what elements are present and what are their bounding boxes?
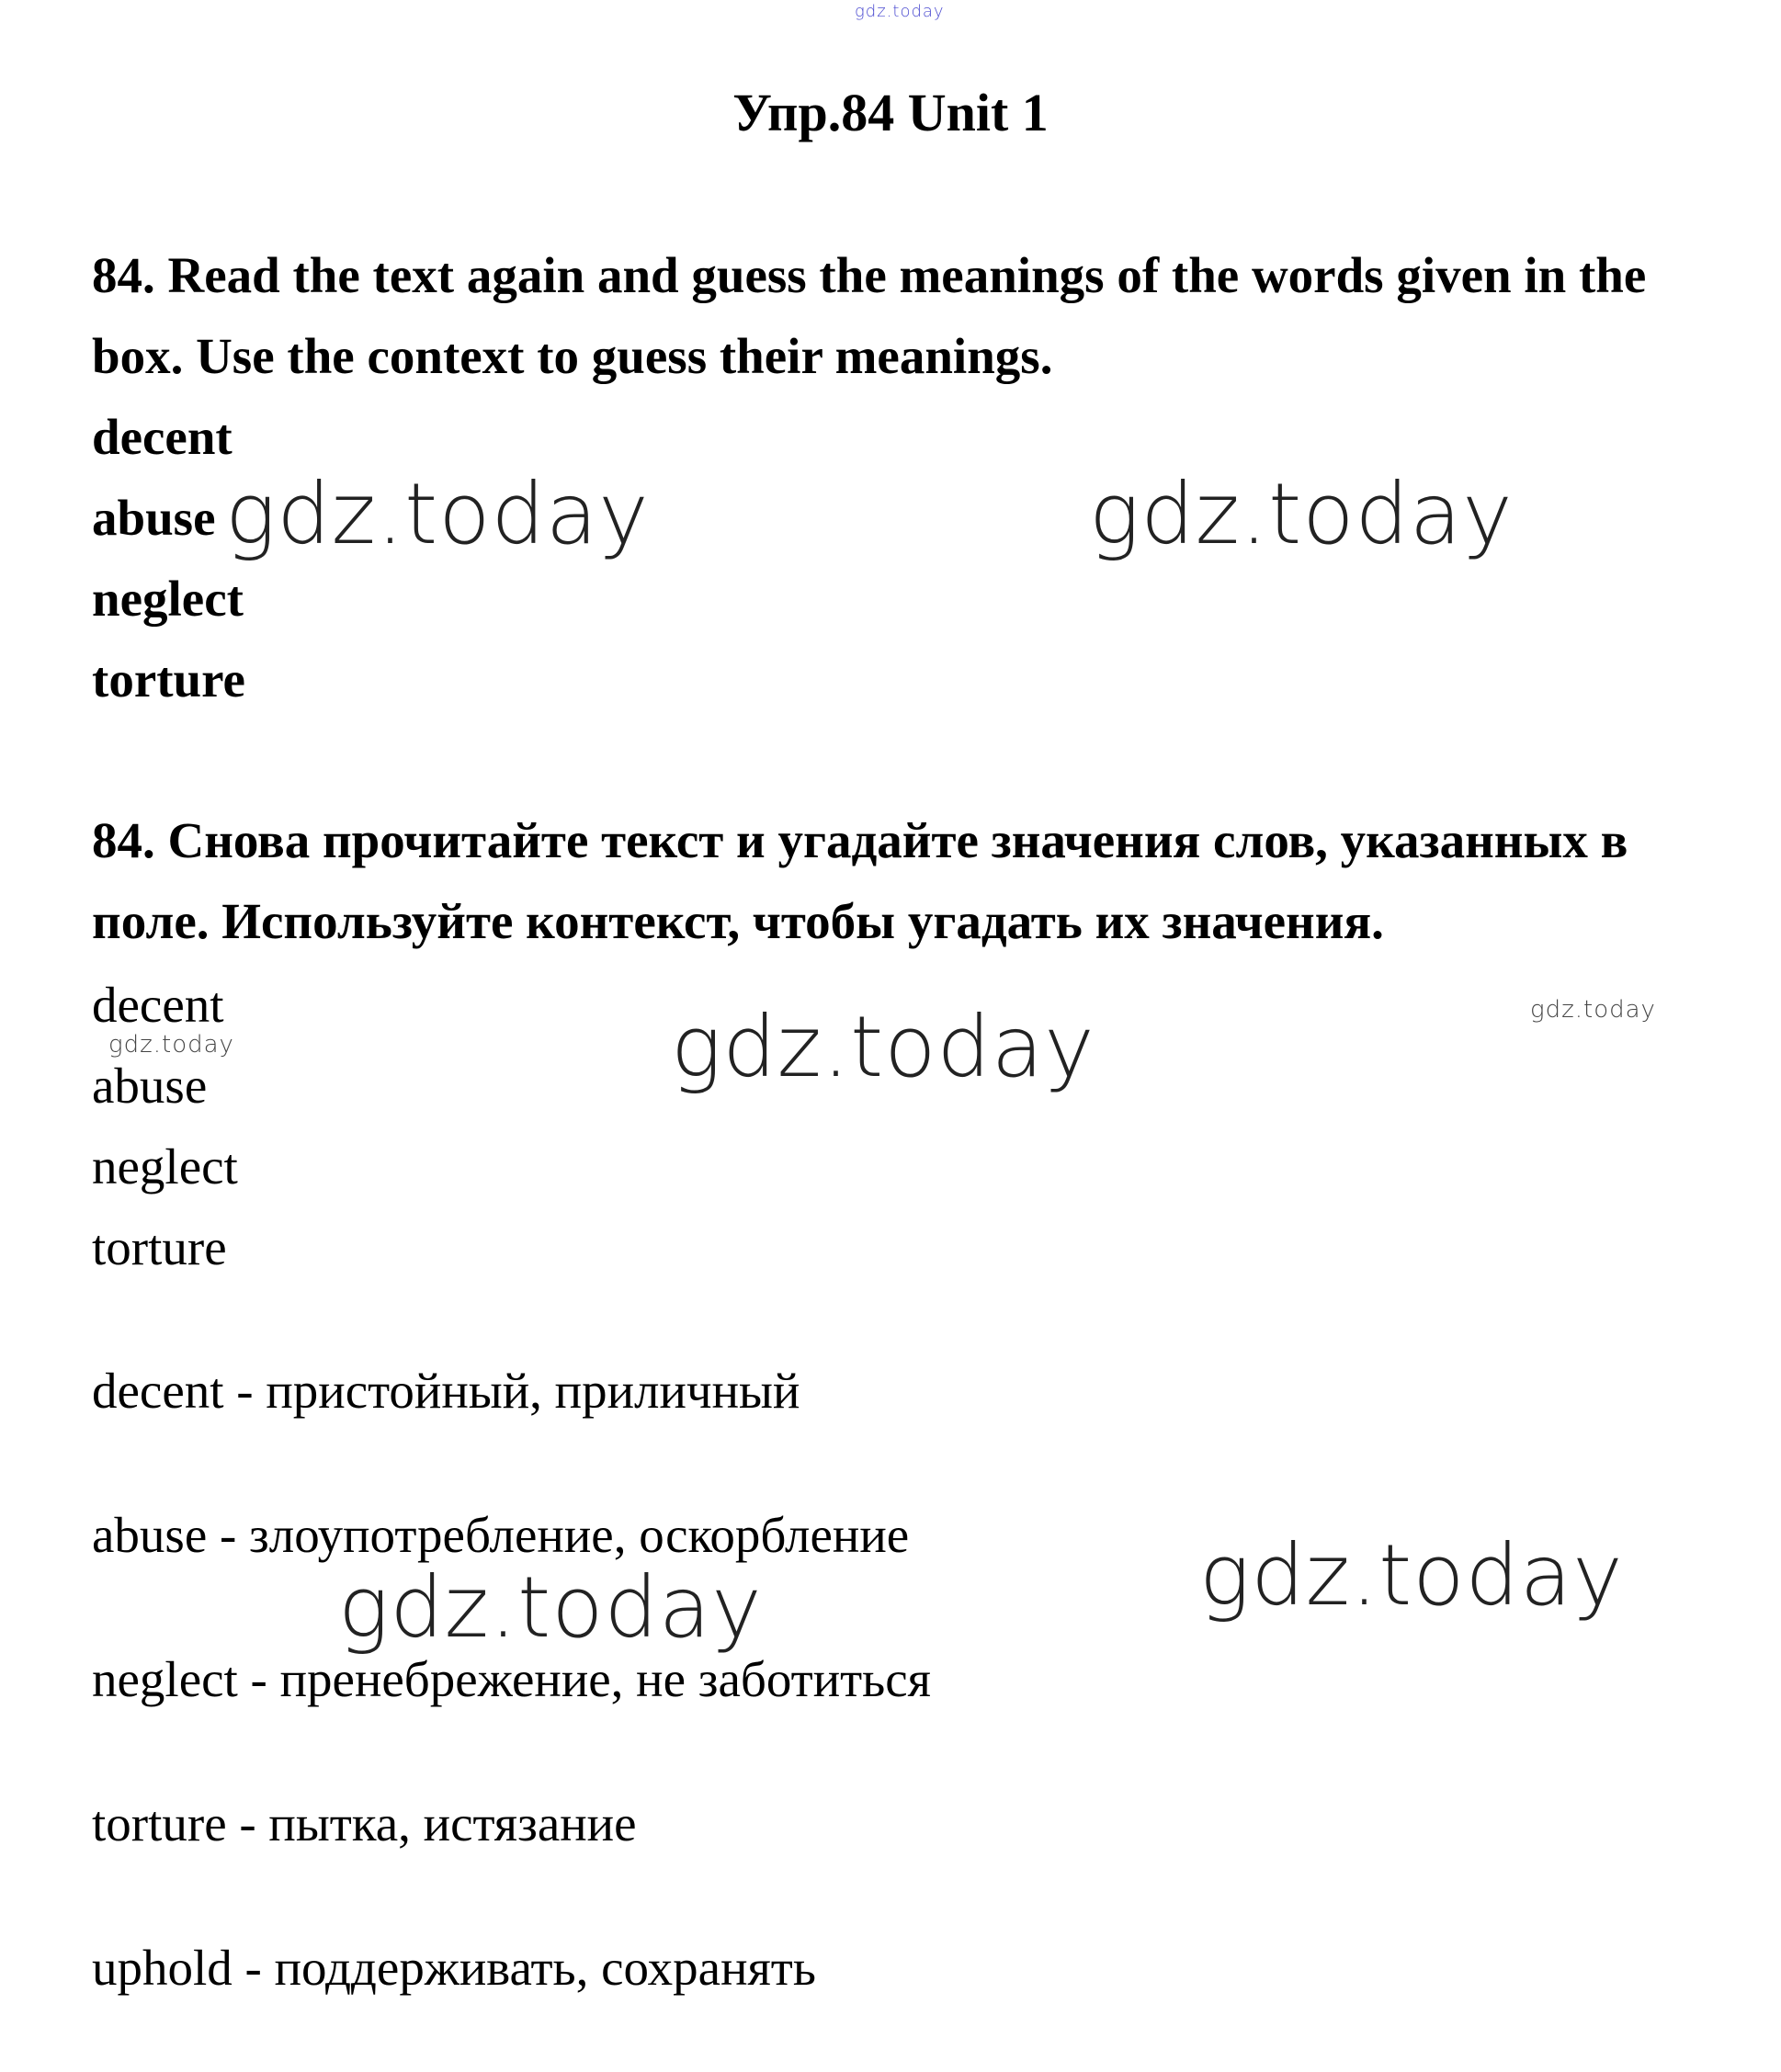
word-item: decent bbox=[92, 977, 224, 1033]
word-item: decent bbox=[92, 409, 233, 465]
word-item: torture bbox=[92, 651, 245, 708]
word-list-ru-section bbox=[92, 965, 238, 1288]
answer-item: decent - пристойный, приличный bbox=[92, 1363, 800, 1419]
word-item: abuse bbox=[92, 1058, 208, 1114]
word-item: neglect bbox=[92, 1138, 238, 1195]
word-item: neglect bbox=[92, 571, 244, 627]
watermark: gdz.today bbox=[338, 1558, 763, 1657]
word-item: torture bbox=[92, 1219, 227, 1275]
watermark: gdz.today bbox=[225, 465, 650, 563]
answer-list bbox=[92, 1351, 931, 2072]
header-watermark: gdz.today bbox=[855, 2, 945, 21]
answer-item: uphold - поддерживать, сохранять bbox=[92, 1940, 816, 1996]
task-instruction-ru: 84. Снова прочитайте текст и угадайте значения слов, указанных в поле. Используйте контекст, чтобы угадать их значения. bbox=[92, 812, 1628, 949]
answer-item: torture - пытка, истязание bbox=[92, 1795, 637, 1851]
page-title: Упр.84 Unit 1 bbox=[732, 83, 1049, 142]
word-item: abuse bbox=[92, 490, 216, 546]
watermark: gdz.today bbox=[1089, 465, 1514, 563]
answer-item: abuse - злоупотребление, оскорбление bbox=[92, 1507, 910, 1563]
task-instruction-en: 84. Read the text again and guess the meanings of the words given in the box. Use the context to guess their meanings. bbox=[92, 247, 1647, 384]
watermark: gdz.today bbox=[1530, 996, 1656, 1024]
watermark: gdz.today bbox=[1199, 1526, 1624, 1625]
word-list-en bbox=[92, 397, 245, 720]
watermark: gdz.today bbox=[671, 998, 1095, 1096]
watermark: gdz.today bbox=[108, 1031, 234, 1059]
answer-item: neglect - пренебрежение, не заботиться bbox=[92, 1651, 931, 1707]
